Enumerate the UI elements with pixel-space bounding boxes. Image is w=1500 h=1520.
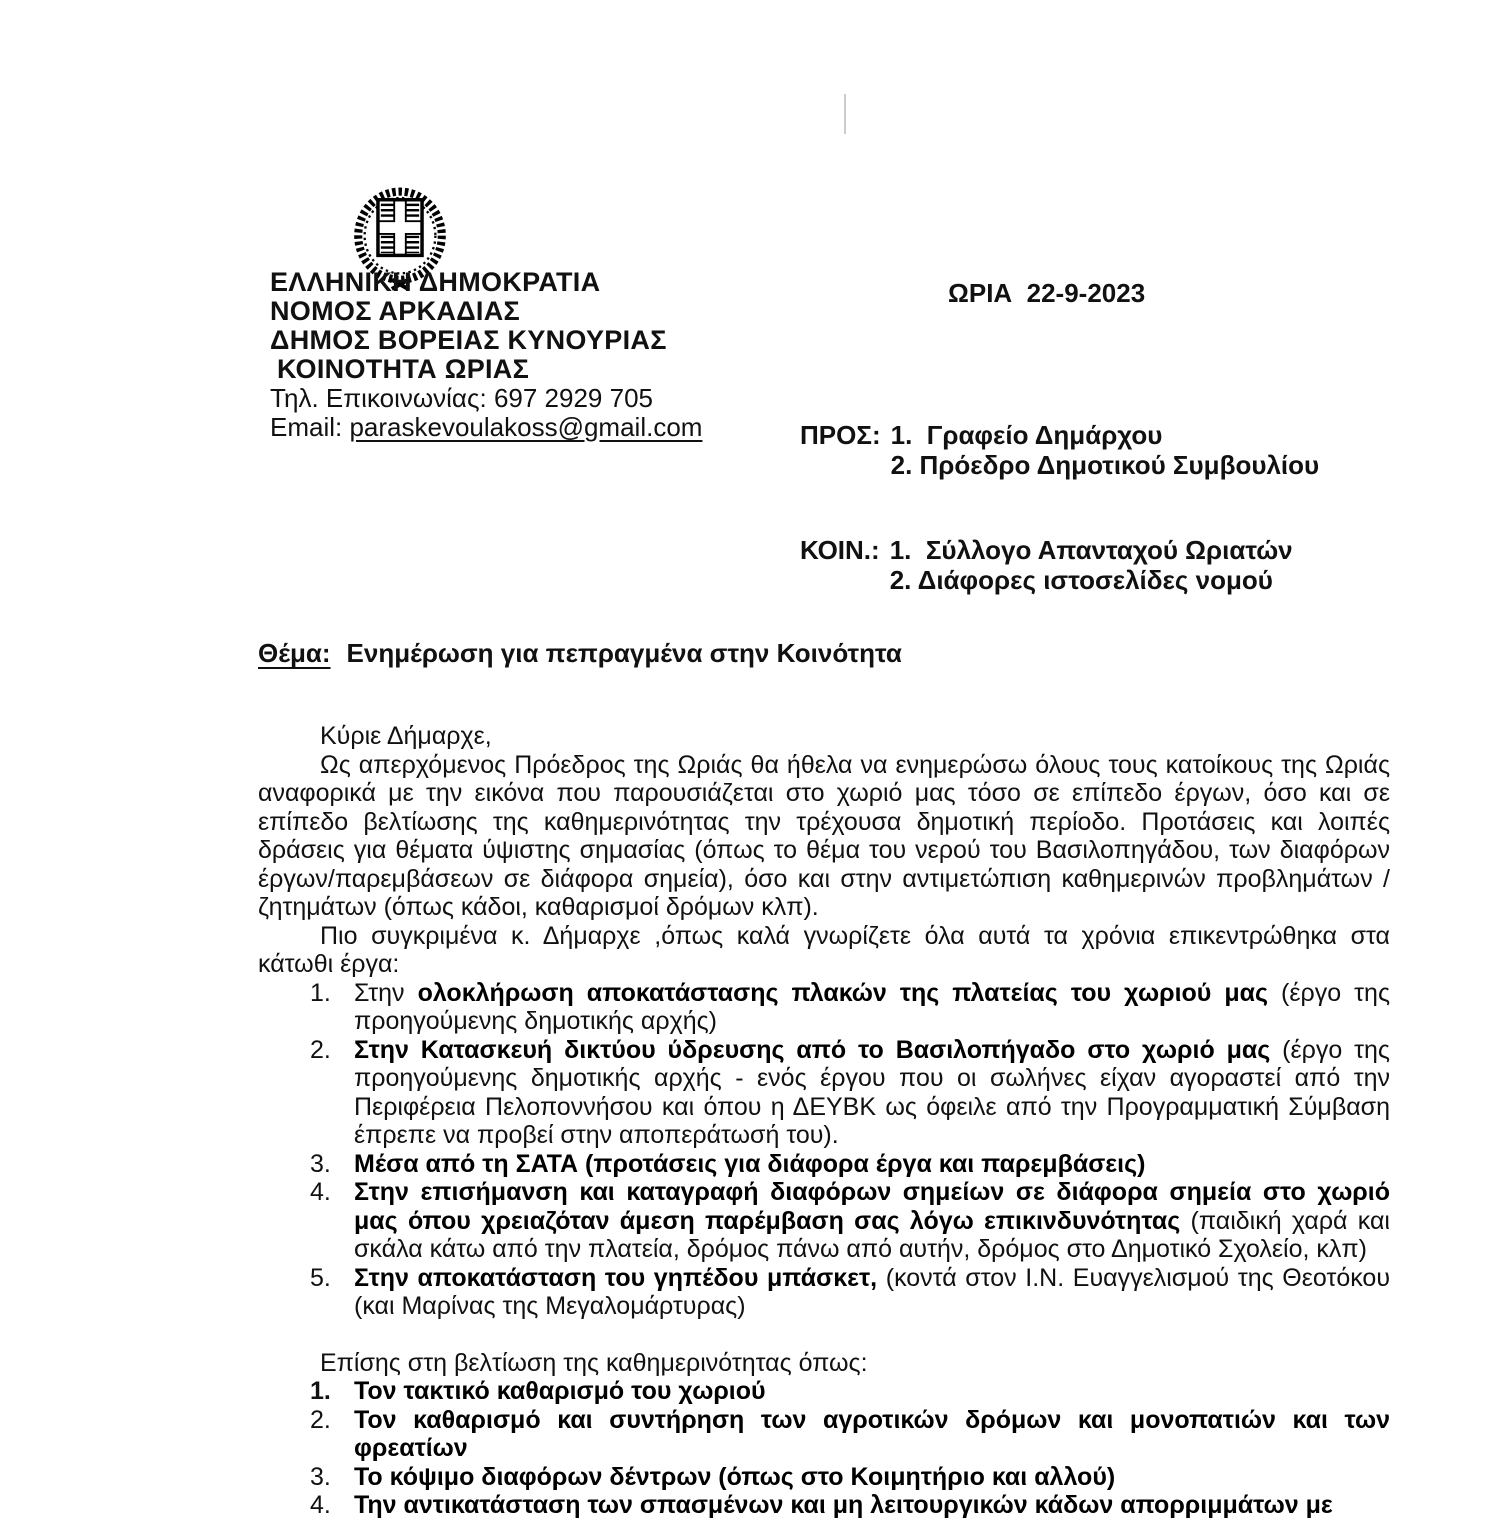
- to-item: 2. Πρόεδρο Δημοτικού Συμβουλίου: [890, 450, 1320, 480]
- item-bold-text: Στην αποκατάσταση του γηπέδου μπάσκετ,: [354, 1263, 878, 1292]
- list-item-text: [354, 1463, 1390, 1492]
- list-item: [258, 1463, 1390, 1492]
- item-bold-text: Τον καθαρισμό και συντήρηση των αγροτικών δρόμων και μονοπατιών και των φρεατίων: [354, 1405, 1390, 1462]
- cc-item: 1. Σύλλογο Απανταχού Ωριατών: [889, 535, 1293, 565]
- list-item-text: [354, 1178, 1390, 1264]
- cc-section: [800, 535, 1319, 595]
- item-regular-suffix: (κοντά στον Ι.Ν. Ευαγγελισμού της Θεοτόκου (και Μαρίνας της Μεγαλομάρτυρας): [354, 1263, 1390, 1320]
- item-regular-suffix: (έργο της προηγούμενης δημοτικής αρχής): [354, 978, 1390, 1035]
- item-regular-suffix: (παιδική χαρά και σκάλα κάτω από την πλατεία, δρόμος πάνω από αυτήν, δρόμος στο Δημοτικό Σχολείο, κλπ): [354, 1206, 1390, 1263]
- item-bold-text: ολοκλήρωση αποκατάστασης πλακών της πλατείας του χωριού μας: [417, 978, 1269, 1007]
- phone-line: Τηλ. Επικοινωνίας: 697 2929 705: [270, 383, 653, 413]
- item-bold-text: Την αντικατάσταση των σπασμένων και μη λειτουργικών κάδων απορριμμάτων με: [354, 1491, 1333, 1519]
- item-regular-suffix: (έργο της προηγούμενης δημοτικής αρχής - ενός έργου που οι σωλήνες είχαν αγοραστεί από την Περιφέρεια Πελοποννήσου και όπου η ΔΕΥΒΚ ως όφειλε από την Προγραμματική Σύμβαση έπρεπε να προβεί στην αποπεράτωσή του).: [354, 1035, 1390, 1149]
- daily-improvements-intro: Επίσης στη βελτίωση της καθημερινότητας όπως:: [320, 1348, 868, 1377]
- list-item: [258, 1150, 1390, 1179]
- subject-label: Θέμα:: [258, 638, 331, 668]
- place-date: ΩΡΙΑ 22-9-2023: [948, 278, 1146, 308]
- item-regular-prefix: Στην: [354, 978, 418, 1007]
- list-item-text: [354, 1036, 1390, 1150]
- subject-text: Ενημέρωση για πεπραγμένα στην Κοινότητα: [346, 638, 902, 668]
- list-item-text: [354, 1406, 1390, 1463]
- email-label: Email:: [270, 412, 350, 442]
- to-items: [891, 420, 1320, 480]
- subject-line: [258, 638, 902, 669]
- org-line-republic: ΕΛΛΗΝΙΚΗ ΔΗΜΟΚΡΑΤΙΑ: [270, 267, 601, 297]
- org-line-municipality: ΔΗΜΟΣ ΒΟΡΕΙΑΣ ΚΥΝΟΥΡΙΑΣ: [270, 325, 667, 355]
- salutation: Κύριε Δήμαρχε,: [320, 722, 492, 750]
- list-item: [258, 1491, 1390, 1520]
- list-item-number: 5.: [310, 1263, 331, 1292]
- scan-artifact-line: [844, 94, 846, 134]
- list-item-number: 1.: [310, 1377, 331, 1405]
- letter-body: [258, 722, 1390, 1520]
- list-item-number: 3.: [310, 1149, 331, 1178]
- list-item: [258, 1264, 1390, 1321]
- list-item-text: [354, 1491, 1390, 1520]
- blank-line: [258, 1321, 1390, 1349]
- list-item-text: [354, 1150, 1390, 1179]
- list-item-text: [354, 1377, 1390, 1406]
- list-item-number: 1.: [310, 978, 331, 1007]
- list-item: [258, 1377, 1390, 1406]
- email-link[interactable]: paraskevoulakoss@gmail.com: [349, 412, 703, 442]
- item-bold-text: Στην επισήμανση και καταγραφή διαφόρων σημείων σε διάφορα σημεία στο χωριό μας όπου χρειαζόταν άμεση παρέμβαση σας λόγω επικινδυνότητας: [354, 1178, 1390, 1235]
- item-bold-text: Τον τακτικό καθαρισμό του χωριού: [354, 1377, 766, 1405]
- list-item-text: [354, 1264, 1390, 1321]
- item-bold-text: Μέσα από τη ΣΑΤΑ (προτάσεις για διάφορα έργα και παρεμβάσεις): [354, 1149, 1146, 1178]
- list-item-number: 2.: [310, 1035, 331, 1064]
- paragraph-overview: Ως απερχόμενος Πρόεδρος της Ωριάς θα ήθελα να ενημερώσω όλους τους κατοίκους της Ωριάς αναφορικά με την εικόνα που παρουσιάζεται στο χωριό μας τόσο σε επίπεδο έργων, όσο και σε επίπεδο βελτίωσης της καθημερινότητας την τρέχουσα δημοτική περίοδο. Προτάσεις και λοιπές δράσεις για θέματα ύψιστης σημασίας (όπως το θέμα του νερού του Βασιλοπηγάδου, των διαφόρων έργων/παρεμβάσεων σε διάφορα σημεία), όσο και στην αντιμετώπιση καθημερινών προβλημάτων /ζητημάτων (όπως κάδοι, καθαρισμοί δρόμων κλπ).: [258, 750, 1390, 921]
- paragraph-works-intro: Πιο συγκριμένα κ. Δήμαρχε ,όπως καλά γνωρίζετε όλα αυτά τα χρόνια επικεντρώθηκα στα κάτωθι έργα:: [258, 921, 1390, 978]
- list-item-number: 2.: [310, 1405, 331, 1434]
- item-bold-text: Το κόψιμο διαφόρων δέντρων (όπως στο Κοιμητήριο και αλλού): [354, 1462, 1116, 1491]
- list-item: [258, 979, 1390, 1036]
- item-bold-text: Στην Κατασκευή δικτύου ύδρευσης από το Βασιλοπήγαδο στο χωριό μας: [354, 1035, 1271, 1064]
- list-item: [258, 1406, 1390, 1463]
- sender-block: [270, 268, 702, 442]
- list-item-number: 4.: [310, 1491, 331, 1519]
- list-item-number: 4.: [310, 1178, 331, 1206]
- list-item: [258, 1178, 1390, 1264]
- org-line-community: ΚΟΙΝΟΤΗΤΑ ΩΡΙΑΣ: [277, 354, 530, 384]
- org-line-prefecture: ΝΟΜΟΣ ΑΡΚΑΔΙΑΣ: [270, 296, 521, 326]
- cc-label: ΚΟΙΝ.:: [800, 535, 880, 565]
- cc-items: [890, 535, 1293, 595]
- list-item: [258, 1036, 1390, 1150]
- to-item: 1. Γραφείο Δημάρχου: [890, 420, 1163, 450]
- list-item-text: [354, 979, 1390, 1036]
- list-item-number: 3.: [310, 1462, 331, 1491]
- to-label: ΠΡΟΣ:: [800, 420, 881, 450]
- cc-item: 2. Διάφορες ιστοσελίδες νομού: [889, 565, 1273, 595]
- email-line: [270, 413, 702, 442]
- to-section: [800, 420, 1319, 480]
- recipient-block: [800, 278, 1319, 595]
